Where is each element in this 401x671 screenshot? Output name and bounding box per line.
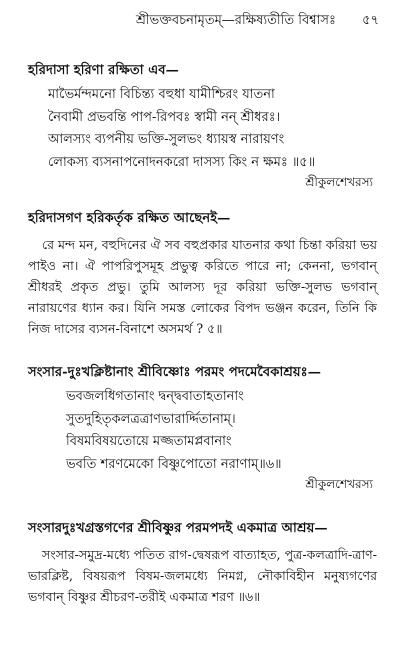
commentary-paragraph: সংসার-সমুদ্র-মধ্যে পতিত রাগ-দ্বেষরূপ বাত্যাহত, পুত্র-কলত্রাদি-ত্রাণ-ভারক্লিষ্ট, বিষয়রূপ বিষম-জলমধ্যে নিমগ্ন, নৌকাবিহীন মনুষ্যগণের ভগবান্‌ বিষ্ণুর শ্রীচরণ-তরীই একমাত্র শরণ ॥৬॥	[28, 547, 377, 604]
section-heading: সংসার-দুঃখক্লিষ্টানাং শ্রীবিষ্ণোঃ পরমং পদমেবৈকাশ্রয়ঃ—	[28, 365, 321, 380]
verse-line: ভবজলধিগতানাং দ্বন্দ্ববাতাহতানাং	[66, 389, 244, 404]
verse-line: মাভৈর্মন্দমনো বিচিন্ত্য বহুধা যামীশ্চিরং যাতনা	[48, 87, 275, 102]
verse-block	[28, 386, 377, 476]
verse-section-5	[28, 62, 377, 190]
section-heading: সংসারদুঃখগ্রস্তগণের শ্রীবিষ্ণুর পরমপদই একমাত্র আশ্রয়—	[28, 521, 328, 536]
running-header	[40, 12, 379, 32]
commentary-section-6	[28, 520, 377, 607]
verse-line: আলস্যং ব্যপনীয় ভক্তি-সুলভং ধ্যায়স্ব নারায়ণং	[48, 132, 285, 147]
verse-line: সুতদুহিতৃকলত্রত্রাণভারার্দ্দিতানাম্‌।	[66, 411, 236, 427]
verse-line: নৈবামী প্রভবন্তি পাপ-রিপবঃ স্বামী নন্‌ শ্রীধরঃ।	[48, 109, 281, 125]
commentary-section-5	[28, 210, 377, 339]
commentary-paragraph: রে মন্দ মন, বহুদিনের ঐ সব বহুপ্রকার যাতনার কথা চিন্তা করিয়া ভয় পাইও না। ঐ পাপরিপুসমূহ প্রভুত্ব করিতে পারে না; কেননা, ভগবান্‌ শ্রীধরই প্রকৃত প্রভু। তুমি আলস্য দূর করিয়া ভক্তি-সুলভ ভগবান্‌ নারায়ণের ধ্যান কর। যিনি সমস্ত লোকের বিপদ ভঞ্জন করেন, তিনি কি নিজ দাসের ব্যসন-বিনাশে অসমর্থ ? ৫॥	[28, 237, 377, 336]
page-number: ৫৭	[362, 13, 379, 28]
verse-line: ভবতি শরণমেকো বিষ্ণুপোতো নরাণাম্‌॥৬॥	[66, 456, 282, 472]
verse-section-6	[28, 364, 377, 492]
verse-attribution: শ্রীকুলশেখরস্য	[305, 477, 373, 491]
section-heading: হরিদাসগণ হরিকর্তৃক রক্ষিত আছেনই—	[28, 211, 231, 226]
verse-line: লোকস্য ব্যসনাপনোদনকরো দাসস্য কিং ন ক্ষমঃ ॥৫॥	[48, 154, 316, 170]
verse-block	[28, 84, 377, 174]
running-title: শ্রীভক্তবচনামৃতম্‌—রক্ষিষ্যতীতি বিশ্বাসঃ	[136, 13, 336, 28]
verse-attribution: শ্রীকুলশেখরস্য	[305, 175, 373, 189]
verse-line: বিষমবিষয়তোয়ে মজ্জতামপ্লবানাং	[66, 434, 232, 449]
section-heading: হরিদাসা হরিণা রক্ষিতা এব—	[28, 63, 179, 78]
